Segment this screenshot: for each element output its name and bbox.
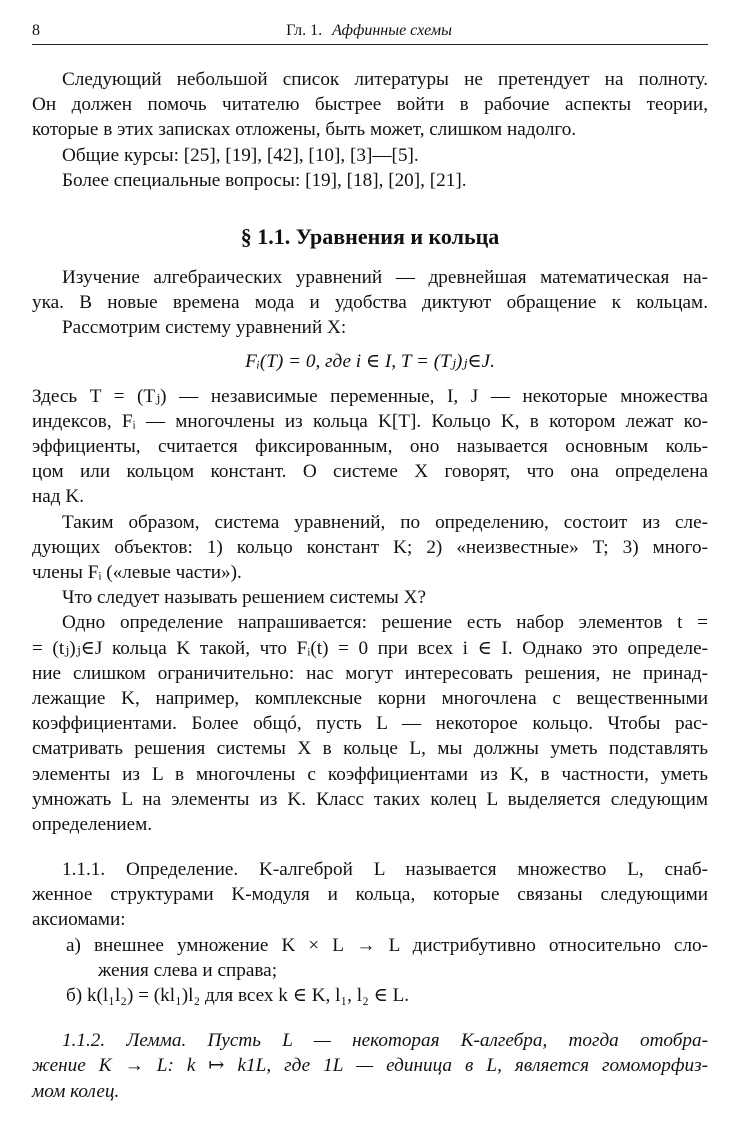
text-line: женное структурами K-модуля и кольца, которые связаны следующими	[32, 884, 708, 906]
text-line: Таким образом, система уравнений, по определению, состоит из сле-	[62, 511, 708, 533]
paragraph-variables	[32, 384, 708, 510]
text-line: = (tⱼ)ⱼ∈J кольца K такой, что Fᵢ(t) = 0 при всех i ∈ I. Однако это определе-	[32, 637, 708, 659]
paragraph-system	[32, 510, 708, 586]
references-paragraph	[32, 67, 708, 193]
text-line: определением.	[32, 813, 153, 835]
text-line: ука. В новые времена мода и удобства диктуют обращение к кольцам.	[32, 292, 708, 314]
paragraph-question	[32, 585, 708, 610]
text-line: лежащие K, например, комплексные корни многочлена с вещественными	[32, 687, 708, 709]
running-title	[286, 22, 452, 40]
text-line: умножать L на элементы из K. Класс таких колец L выделяется следующим	[32, 788, 708, 810]
axiom-item-continued: жения слева и справа;	[98, 959, 278, 981]
text-line: мом колец.	[32, 1080, 120, 1102]
text-line: члены Fᵢ («левые части»).	[32, 562, 242, 583]
text-line: сматривать решения системы X в кольце L, мы должны уметь подставлять	[32, 738, 708, 760]
text-line: Одно определение напрашивается: решение есть набор элементов t =	[62, 612, 708, 634]
definition-block	[32, 857, 708, 1008]
text-line: Рассмотрим системy уравнений X:	[62, 317, 347, 339]
text-line: жение K → L: k ↦ k1L, где 1L — единица в L, является гомоморфиз-	[32, 1055, 708, 1077]
text-line: Следующий небольшой список литературы не претендует на полноту.	[62, 69, 708, 90]
text-line: 1.1.2. Лемма. Пусть L — некоторая K-алгебра, тогда отобра-	[62, 1030, 708, 1052]
text-line: цом или кольцом констант. О системе X говорят, что она определена	[32, 461, 708, 483]
text-line: Более специальные вопросы: [19], [18], [20], [21].	[62, 169, 467, 191]
paragraph-solution	[32, 610, 708, 837]
axiom-item: б) k(l₁l₂) = (kl₁)l₂ для всех k ∈ K, l₁, l₂ ∈ L.	[66, 985, 410, 1006]
page-number: 8	[32, 22, 40, 39]
text-line: эффициенты, считается фиксированным, оно называется основным коль-	[32, 436, 708, 458]
chapter-title: Аффинные схемы	[332, 22, 452, 39]
text-line: 1.1.1. Определение. K-алгеброй L называется множество L, снаб-	[62, 859, 708, 881]
equation: Fᵢ(T) = 0, где i ∈ I, T = (Tⱼ)ⱼ∈J.	[245, 350, 495, 372]
text-line: элементы из L в многочлены с коэффициентами из K, в частности, уметь	[32, 763, 708, 785]
text-line: ние слишком ограничительно: нас могут интересовать решения, не принад-	[32, 662, 708, 684]
axiom-item: а) внешнее умножение K × L → L дистрибутивно относительно сло-	[66, 934, 708, 956]
text-line: Общие курсы: [25], [19], [42], [10], [3]—[5].	[62, 144, 419, 166]
text-line: Что следует называть решением системы X?	[62, 587, 426, 609]
text-line: индексов, Fᵢ — многочлены из кольца K[T]. Кольцо K, в котором лежат ко-	[32, 410, 708, 432]
text-line: коэффициентами. Более общó, пусть L — некоторое кольцо. Чтобы рас-	[32, 713, 708, 735]
text-line: которые в этих записках отложены, быть может, слишком надолго.	[32, 119, 577, 141]
paragraph-intro	[32, 265, 708, 341]
page-body	[32, 67, 708, 1104]
text-line: Здесь T = (Tⱼ) — независимые переменные, I, J — некоторые множества	[32, 385, 708, 407]
section-heading: § 1.1. Уравнения и кольца	[240, 223, 500, 249]
text-line: над K.	[32, 486, 84, 508]
lemma-block	[32, 1028, 708, 1104]
book-page	[32, 20, 708, 1104]
text-line: Изучение алгебраических уравнений — древнейшая математическая на-	[62, 266, 708, 288]
text-line: дующих объектов: 1) кольцо констант K; 2) «неизвестные» T; 3) много-	[32, 536, 708, 558]
chapter-label: Гл. 1.	[286, 22, 323, 39]
running-header	[32, 20, 708, 45]
text-line: аксиомами:	[32, 909, 126, 931]
text-line: Он должен помочь читателю быстрее войти в рабочие аспекты теории,	[32, 94, 708, 116]
